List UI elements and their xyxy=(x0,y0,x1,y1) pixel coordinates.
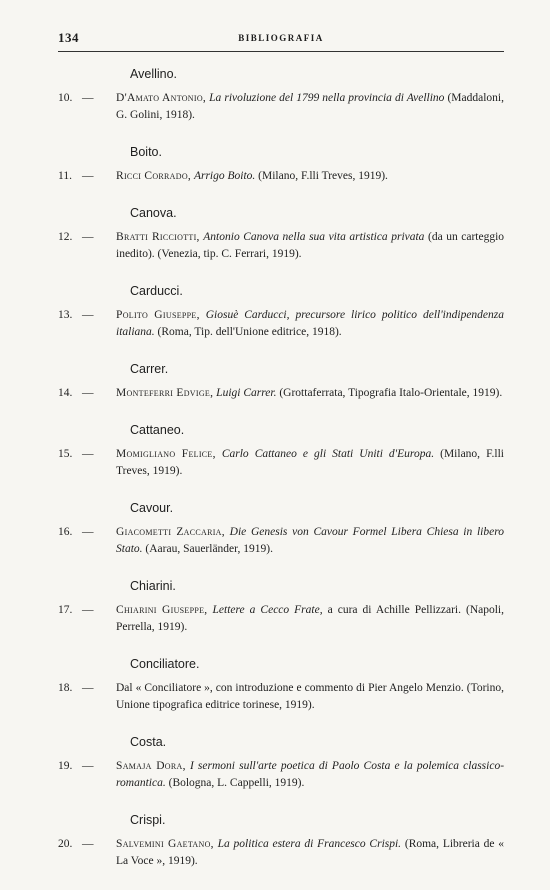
entry-author: Samaja Dora, xyxy=(116,760,186,772)
entry-author: Polito Giuseppe, xyxy=(116,309,200,321)
section-heading: Cavour. xyxy=(130,501,174,515)
entry-author: Monteferri Edvige, xyxy=(116,387,214,399)
entry-author: Salvemini Gaetano, xyxy=(116,838,214,850)
section-heading: Carrer. xyxy=(130,362,169,376)
entry-publication: (Milano, F.lli Treves, 1919). xyxy=(258,170,388,182)
section-heading: Boito. xyxy=(130,145,162,159)
entry-number: 13. xyxy=(58,309,73,321)
bibliography-entry xyxy=(58,90,504,124)
entry-number: 11. xyxy=(58,170,72,182)
entry-author: Giacometti Zaccaria, xyxy=(116,526,225,538)
entry-number: 14. xyxy=(58,387,73,399)
page-header xyxy=(58,30,504,48)
section-heading: Cattaneo. xyxy=(130,423,185,437)
entry-publication: (Grottaferrata, Tipografia Italo-Orientale, 1919). xyxy=(279,387,503,399)
entry-author: Momigliano Felice, xyxy=(116,448,216,460)
section-heading: Canova. xyxy=(130,206,177,220)
entry-title: Lettere a Cecco Frate, xyxy=(212,604,323,616)
entry-dash: — xyxy=(82,231,94,243)
section-boito xyxy=(58,144,504,185)
entry-title: Carlo Cattaneo e gli Stati Uniti d'Europa. xyxy=(221,448,435,460)
page-number: 134 xyxy=(58,30,79,45)
bibliography-entry xyxy=(58,229,504,263)
entry-title: Antonio Canova nella sua vita artistica privata xyxy=(203,231,425,243)
entry-publication: (da un carteggio inedito). (Venezia, tip. C. Ferrari, 1919). xyxy=(116,231,505,260)
section-canova xyxy=(58,205,504,263)
entry-number: 19. xyxy=(58,760,73,772)
entry-dash: — xyxy=(82,448,94,460)
entry-publication: (Milano, F.lli Treves, 1919). xyxy=(116,448,505,477)
section-avellino xyxy=(58,66,504,124)
entry-author: Ricci Corrado, xyxy=(116,170,192,182)
header-rule xyxy=(58,51,504,52)
entry-dash: — xyxy=(82,760,94,772)
entry-number: 20. xyxy=(58,838,73,850)
entry-title: Arrigo Boito. xyxy=(193,170,256,182)
entry-number: 12. xyxy=(58,231,73,243)
section-heading: Carducci. xyxy=(130,284,183,298)
section-cattaneo xyxy=(58,422,504,480)
section-cavour xyxy=(58,500,504,558)
bibliography-entry xyxy=(58,385,504,402)
bibliography-entry xyxy=(58,602,504,636)
entry-number: 16. xyxy=(58,526,73,538)
entry-dash: — xyxy=(82,387,94,399)
entry-number: 15. xyxy=(58,448,73,460)
entry-publication: (Roma, Libreria de « La Voce », 1919). xyxy=(116,838,505,867)
entry-number: 10. xyxy=(58,92,73,104)
entry-author: D'Amato Antonio, xyxy=(116,92,207,104)
entry-title: Giosuè Carducci, precursore lirico politico dell'indipendenza italiana. xyxy=(116,309,505,338)
entry-publication: (Aarau, Sauerländer, 1919). xyxy=(145,543,273,555)
entry-author: Chiarini Giuseppe, xyxy=(116,604,208,616)
entry-dash: — xyxy=(82,838,94,850)
section-heading: Chiarini. xyxy=(130,579,176,593)
entry-dash: — xyxy=(82,604,94,616)
entry-publication: (Bologna, L. Cappelli, 1919). xyxy=(168,777,305,789)
entry-title: Luigi Carrer. xyxy=(216,387,277,399)
entry-publication: a cura di Achille Pellizzari. (Napoli, Perrella, 1919). xyxy=(116,604,505,633)
entry-dash: — xyxy=(82,92,94,104)
section-heading: Costa. xyxy=(130,735,167,749)
entry-dash: — xyxy=(82,682,94,694)
bibliography-entry xyxy=(58,836,504,870)
entry-publication: Dal « Conciliatore », con introduzione e commento di Pier Angelo Menzio. (Torino, Unione tipografica editrice torinese, 1919). xyxy=(116,682,504,711)
section-crispi xyxy=(58,812,504,870)
entry-title: La politica estera di Francesco Crispi. xyxy=(217,838,402,850)
section-conciliatore xyxy=(58,656,504,714)
bibliography-list xyxy=(58,66,504,890)
entry-publication: (Roma, Tip. dell'Unione editrice, 1918). xyxy=(157,326,342,338)
section-heading: Crispi. xyxy=(130,813,166,827)
entry-title: I sermoni sull'arte poetica di Paolo Costa e la polemica classico-romantica. xyxy=(116,760,505,789)
entry-author: Bratti Ricciotti, xyxy=(116,231,200,243)
bibliography-entry xyxy=(58,680,504,714)
bibliography-entry xyxy=(58,307,504,341)
bibliography-entry xyxy=(58,758,504,792)
entry-publication: (Maddaloni, G. Golini, 1918). xyxy=(116,92,504,121)
entry-number: 18. xyxy=(58,682,73,694)
entry-title: Die Genesis von Cavour Formel Libera Chiesa in libero Stato. xyxy=(116,526,505,555)
section-heading: Conciliatore. xyxy=(130,657,200,671)
bibliography-entry xyxy=(58,524,504,558)
bibliography-entry xyxy=(58,446,504,480)
section-carducci xyxy=(58,283,504,341)
entry-number: 17. xyxy=(58,604,73,616)
entry-dash: — xyxy=(82,526,94,538)
entry-dash: — xyxy=(82,170,94,182)
entry-title: La rivoluzione del 1799 nella provincia di Avellino xyxy=(209,92,445,104)
entry-dash: — xyxy=(82,309,94,321)
section-heading: Avellino. xyxy=(130,67,178,81)
section-chiarini xyxy=(58,578,504,636)
running-title: BIBLIOGRAFIA xyxy=(238,33,324,43)
bibliography-entry xyxy=(58,168,504,185)
section-costa xyxy=(58,734,504,792)
section-carrer xyxy=(58,361,504,402)
